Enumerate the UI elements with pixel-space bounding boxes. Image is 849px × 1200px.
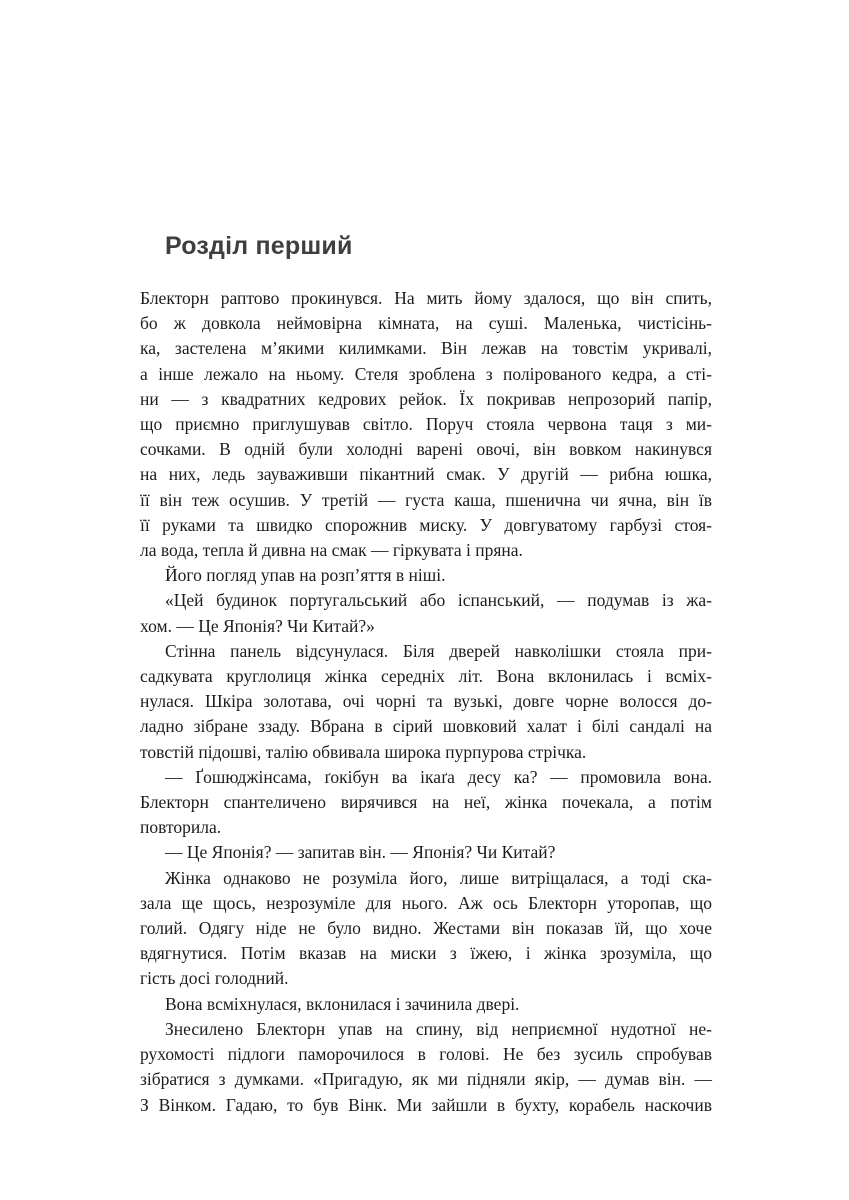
text-line: вдягнутися. Потім вказав на миски з їжею, і жінка зрозуміла, що — [140, 943, 712, 964]
text-line: — Ґошюджінсама, ґокібун ва ікаґа десу ка? — промовила вона. — [165, 766, 712, 787]
text-line: нулася. Шкіра золотава, очі чорні та вузькі, довге чорне волосся до- — [140, 691, 712, 712]
text-line: рухомості підлоги паморочилося в голові. Не без зусиль спробував — [140, 1044, 712, 1065]
paragraph — [140, 866, 712, 992]
paragraph — [140, 992, 712, 1017]
text-line: зала ще щось, незрозуміле для нього. Аж ось Блекторн уторопав, що — [140, 892, 712, 913]
text-line: — Це Японія? — запитав він. — Японія? Чи Китай? — [165, 842, 556, 863]
text-line: Вона всміхнулася, вклонилася і зачинила двері. — [165, 993, 520, 1014]
text-line: ка, застелена м’якими килимками. Він лежав на товстім укривалі, — [140, 338, 712, 359]
text-line: а інше лежало на ньому. Стеля зроблена з полірованого кедра, а сті- — [140, 363, 712, 384]
text-line: на них, ледь зауваживши пікантний смак. У другій — рибна юшка, — [140, 464, 712, 485]
text-line: бо ж довкола неймовірна кімната, на суші. Маленька, чистісінь- — [140, 313, 712, 334]
paragraph — [140, 840, 712, 865]
paragraph — [140, 639, 712, 765]
text-line: садкувата круглолиця жінка середніх літ. Вона вклонилась і всміх- — [140, 666, 712, 687]
paragraph — [140, 286, 712, 563]
text-line: її він теж осушив. У третій — густа каша, пшенична чи ячна, він їв — [140, 489, 712, 510]
text-line: Стінна панель відсунулася. Біля дверей навколішки стояла при- — [165, 640, 712, 661]
text-line: Його погляд упав на розп’яття в ніші. — [165, 565, 446, 586]
text-line: хом. — Це Японія? Чи Китай?» — [140, 615, 375, 636]
text-line: Знесилено Блекторн упав на спину, від неприємної нудотної не- — [165, 1018, 712, 1039]
text-line: зібратися з думками. «Пригадую, як ми підняли якір, — думав він. — — [140, 1069, 712, 1090]
text-block — [140, 286, 712, 1118]
text-line: голий. Одягу ніде не було видно. Жестами він показав їй, що хоче — [140, 918, 712, 939]
text-line: З Вінком. Гадаю, то був Вінк. Ми зайшли в бухту, корабель наскочив — [140, 1094, 712, 1115]
text-line: гість досі голодний. — [140, 968, 289, 989]
chapter-heading: Розділ перший — [165, 232, 353, 260]
text-line: її руками та швидко спорожнив миску. У довгуватому гарбузі стоя- — [140, 514, 712, 535]
text-line: повторила. — [140, 817, 222, 838]
text-line: Блекторн спантеличено вирячився на неї, жінка почекала, а потім — [140, 792, 712, 813]
text-line: Блекторн раптово прокинувся. На мить йому здалося, що він спить, — [140, 288, 712, 308]
paragraph — [140, 563, 712, 588]
text-line: ни — з квадратних кедрових рейок. Їх покривав непрозорий папір, — [140, 388, 712, 409]
paragraph — [140, 1017, 712, 1118]
text-line: ладно зібране ззаду. Вбрана в сірий шовковий халат і білі сандалі на — [140, 716, 712, 737]
text-line: сочками. В одній були холодні варені овочі, він вовком накинувся — [140, 439, 712, 460]
paragraph — [140, 765, 712, 841]
text-line: що приємно приглушував світло. Поруч стояла червона таця з ми- — [140, 414, 712, 435]
paragraph — [140, 588, 712, 638]
text-line: Жінка однаково не розуміла його, лише витріщалася, а тоді ска- — [165, 867, 712, 888]
text-line: товстій підошві, талію обвивала широка пурпурова стрічка. — [140, 741, 587, 762]
text-line: ла вода, тепла й дивна на смак — гіркувата і пряна. — [140, 540, 523, 561]
text-line: «Цей будинок португальський або іспанський, — подумав із жа- — [165, 590, 712, 611]
